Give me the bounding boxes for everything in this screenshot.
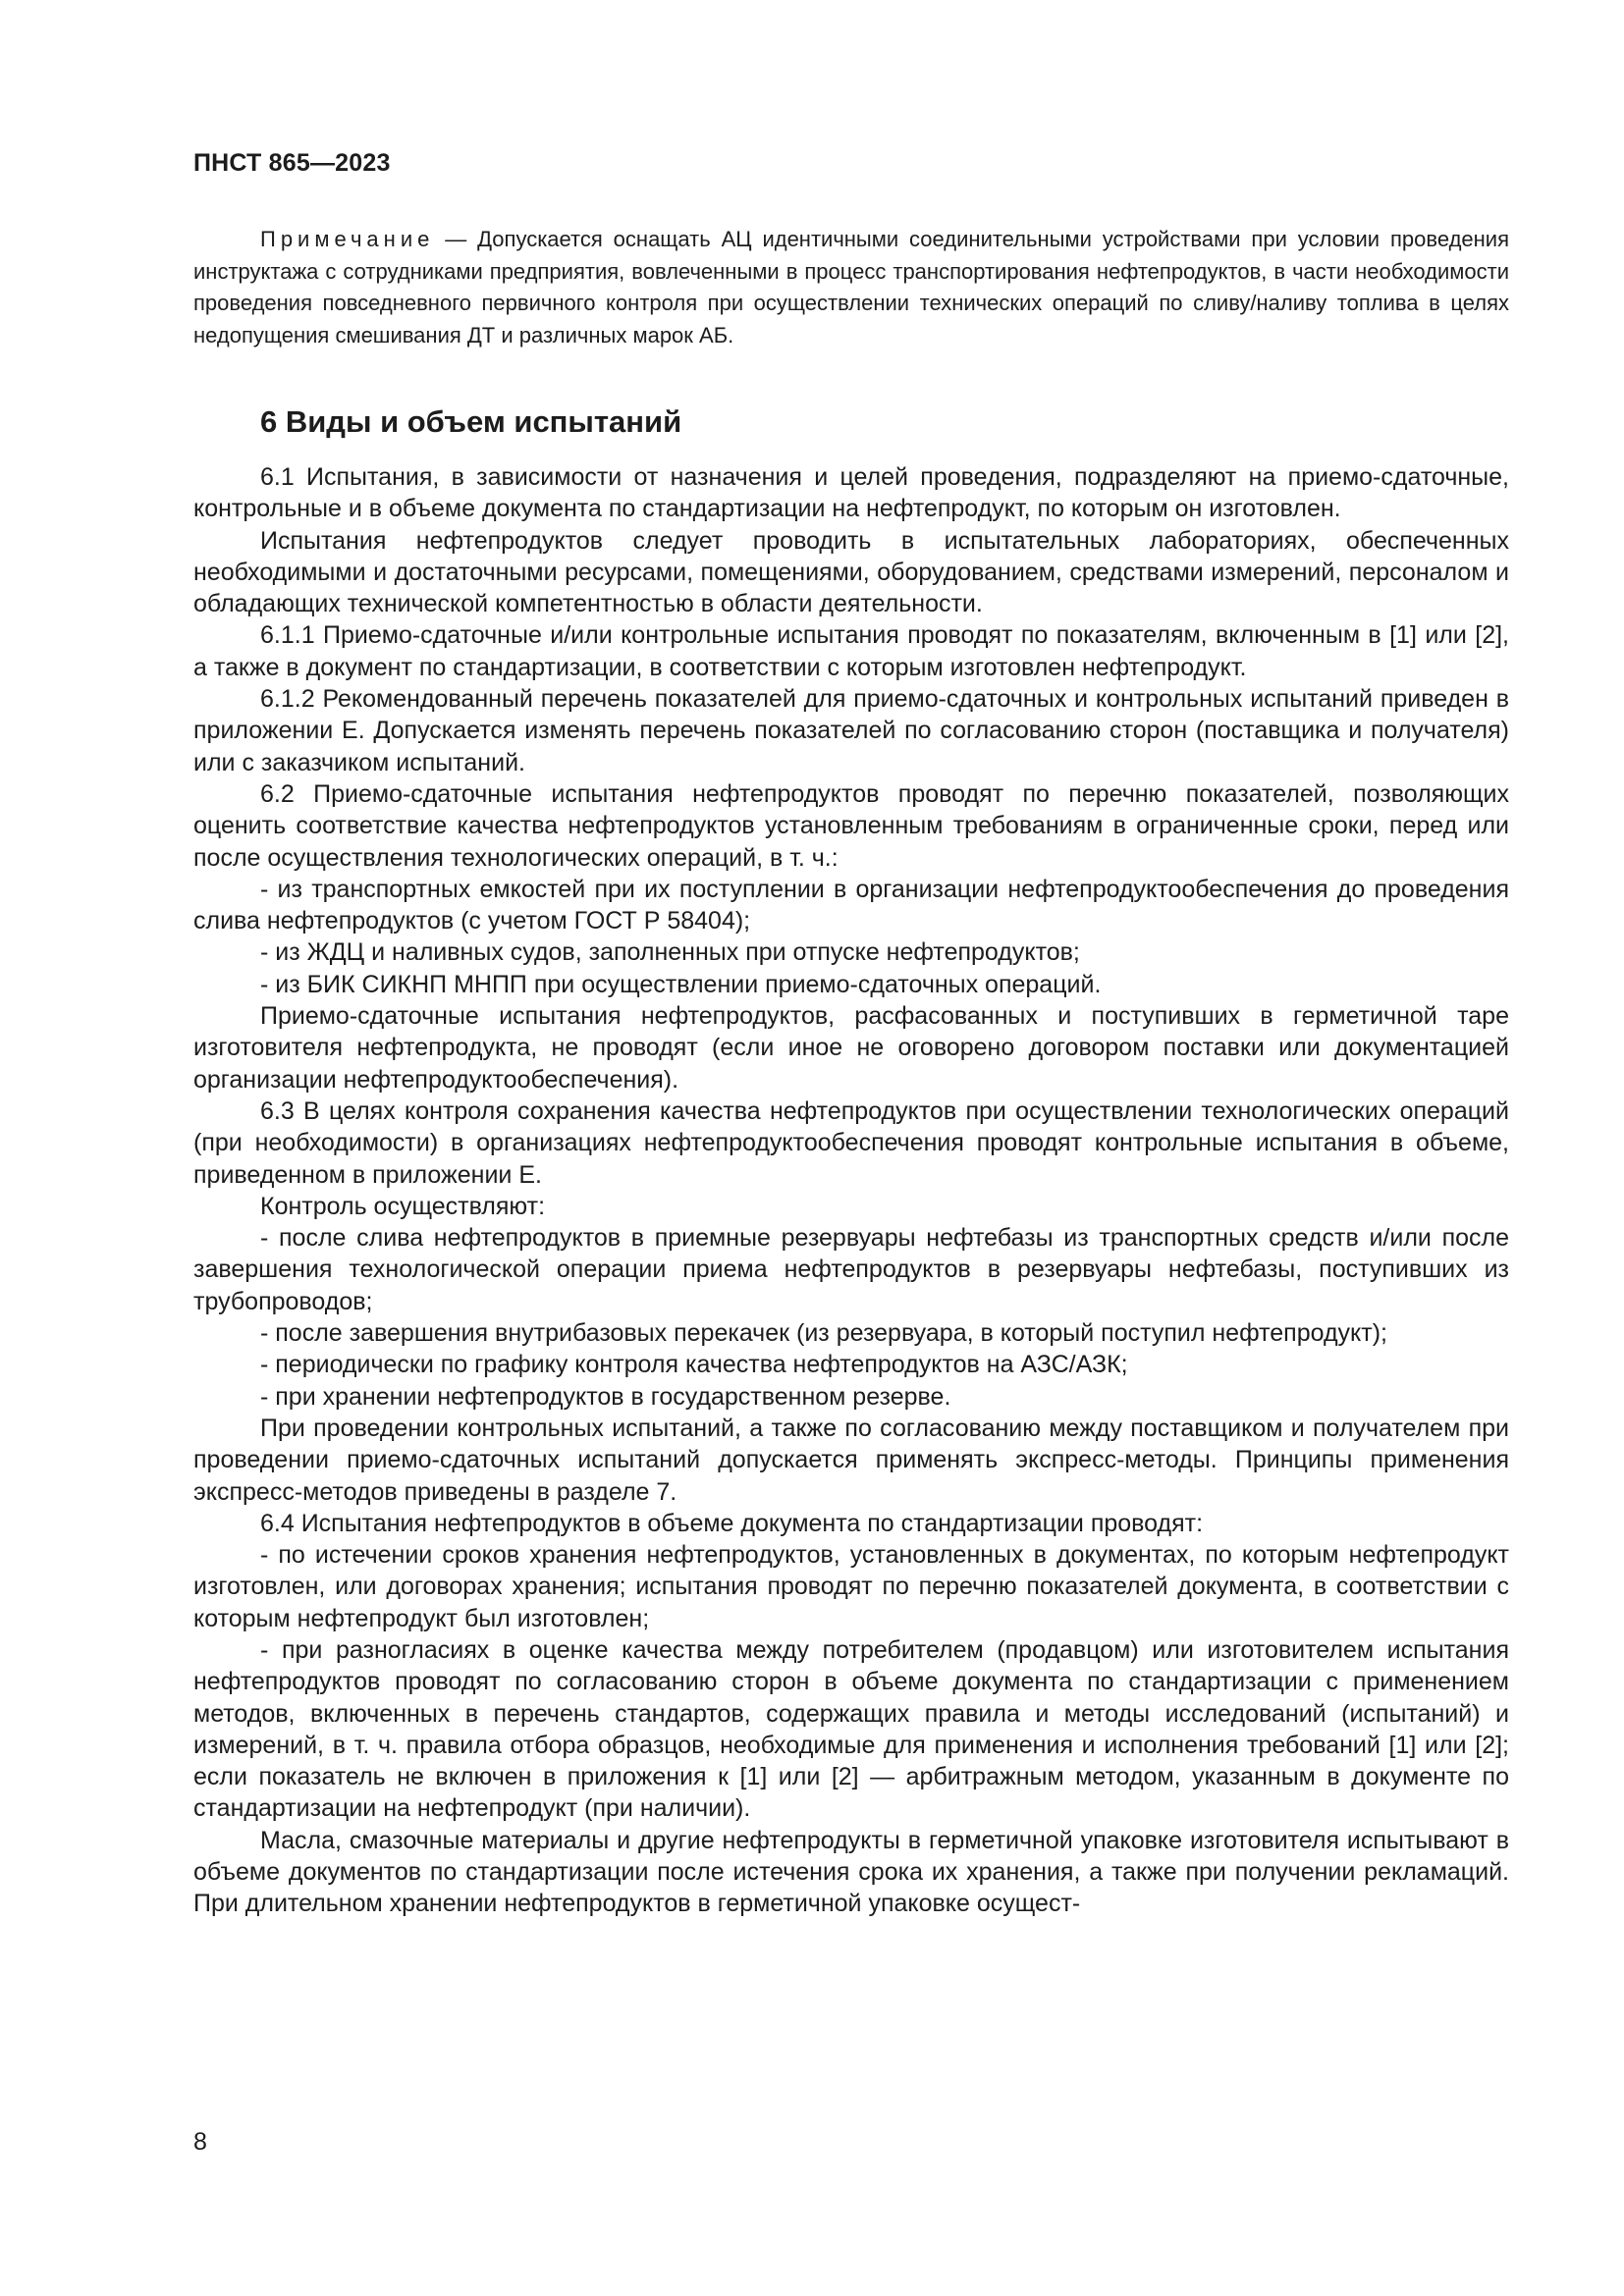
- paragraph-6-1: 6.1 Испытания, в зависимости от назначения и целей проведения, подразделяют на приемо-сдаточные, контрольные и в объеме документа по стандартизации на нефтепродукт, по которым он изготовлен.: [193, 463, 1509, 523]
- section-heading: 6 Виды и объем испытаний: [260, 404, 682, 439]
- list-item: - после слива нефтепродуктов в приемные резервуары нефтебазы из транспортных средств и/или после завершения технологической операции приема нефтепродуктов в резервуары нефтебазы, поступивших из трубопроводов;: [193, 1224, 1509, 1315]
- section-body: [193, 461, 1509, 1920]
- list-item: - после завершения внутрибазовых перекачек (из резервуара, в который поступил нефтепродукт);: [260, 1319, 1387, 1348]
- list-item: - из БИК СИКНП МНПП при осуществлении приемо-сдаточных операций.: [260, 970, 1102, 998]
- note-label: Примечание: [260, 227, 435, 251]
- list-item: - из ЖДЦ и наливных судов, заполненных при отпуске нефтепродуктов;: [260, 938, 1080, 967]
- note-text: — Допускается оснащать АЦ идентичными соединительными устройствами при условии проведения инструктажа с сотрудниками предприятия, вовлеченными в процесс транспортирования нефтепродуктов, в части необходимости проведения повседневного первичного контроля при осуществлении технических операций по сливу/наливу топлива в целях недопущения смешивания ДТ и различных марок АБ.: [193, 227, 1509, 347]
- paragraph-express-methods: При проведении контрольных испытаний, а также по согласованию между поставщиком и получателем при проведении приемо-сдаточных испытаний допускается применять экспресс-методы. Принципы применения экспресс-методов приведены в разделе 7.: [193, 1414, 1509, 1506]
- document-code: ПНСТ 865—2023: [193, 149, 391, 177]
- paragraph-labs: Испытания нефтепродуктов следует проводить в испытательных лабораториях, обеспеченных необходимыми и достаточными ресурсами, помещениями, оборудованием, средствами измерений, персоналом и обладающих технической компетентностью в области деятельности.: [193, 526, 1509, 618]
- paragraph-6-1-1: 6.1.1 Приемо-сдаточные и/или контрольные испытания проводят по показателям, включенным в [1] или [2], а также в документ по стандартизации, в соответствии с которым изготовлен нефтепродукт.: [193, 621, 1509, 681]
- list-item: - периодически по графику контроля качества нефтепродуктов на АЗС/АЗК;: [260, 1351, 1128, 1379]
- note-paragraph: [193, 224, 1509, 351]
- page-number: 8: [193, 2128, 207, 2156]
- list-item: - при хранении нефтепродуктов в государственном резерве.: [260, 1382, 951, 1411]
- paragraph-control-intro: Контроль осуществляют:: [260, 1192, 546, 1220]
- list-item: - из транспортных емкостей при их поступлении в организации нефтепродуктообеспечения до проведения слива нефтепродуктов (с учетом ГОСТ Р 58404);: [193, 875, 1509, 935]
- paragraph-6-1-2: 6.1.2 Рекомендованный перечень показателей для приемо-сдаточных и контрольных испытаний приведен в приложении Е. Допускается изменять перечень показателей по согласованию сторон (поставщика и получателя) или с заказчиком испытаний.: [193, 685, 1509, 776]
- list-item: - по истечении сроков хранения нефтепродуктов, установленных в документах, по которым нефтепродукт изготовлен, или договорах хранения; испытания проводят по перечню показателей документа, в соответствии с которым нефтепродукт был изготовлен;: [193, 1541, 1509, 1632]
- paragraph-6-3: 6.3 В целях контроля сохранения качества нефтепродуктов при осуществлении технологических операций (при необходимости) в организациях нефтепродуктообеспечения проводят контрольные испытания в объеме, приведенном в приложении Е.: [193, 1096, 1509, 1189]
- paragraph-packaged-products: Приемо-сдаточные испытания нефтепродуктов, расфасованных и поступивших в герметичной таре изготовителя нефтепродукта, не проводят (если иное не оговорено договором поставки или документацией организации нефтепродуктообеспечения).: [193, 1002, 1509, 1094]
- paragraph-oils-lubricants: Масла, смазочные материалы и другие нефтепродукты в герметичной упаковке изготовителя испытывают в объеме документов по стандартизации после истечения срока их хранения, а также при получении рекламаций. При длительном хранении нефтепродуктов в герметичной упаковке осущест-: [193, 1826, 1509, 1918]
- list-item: - при разногласиях в оценке качества между потребителем (продавцом) или изготовителем испытания нефтепродуктов проводят по согласованию сторон в объеме документа по стандартизации с применением методов, включенных в перечень стандартов, содержащих правила и методы исследований (испытаний) и измерений, в т. ч. правила отбора образцов, необходимые для применения и исполнения требований [1] или [2]; если показатель не включен в приложения к [1] или [2] — арбитражным методом, указанным в документе по стандартизации на нефтепродукт (при наличии).: [193, 1635, 1509, 1823]
- paragraph-6-2: 6.2 Приемо-сдаточные испытания нефтепродуктов проводят по перечню показателей, позволяющих оценить соответствие качества нефтепродуктов установленным требованиям в ограниченные сроки, перед или после осуществления технологических операций, в т. ч.:: [193, 779, 1509, 872]
- paragraph-6-4: 6.4 Испытания нефтепродуктов в объеме документа по стандартизации проводят:: [260, 1509, 1204, 1537]
